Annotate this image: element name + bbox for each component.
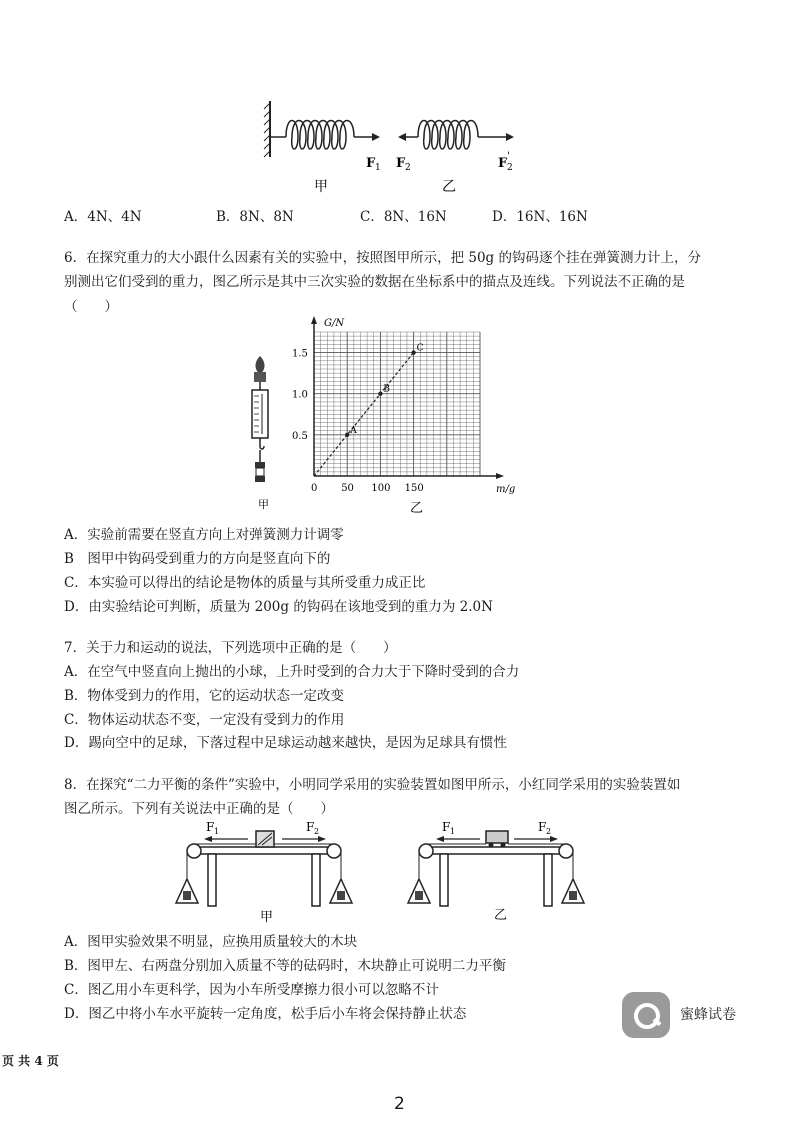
data-point-label: C xyxy=(416,343,424,354)
q5-option-a[interactable]: A．4N、4N xyxy=(64,209,142,225)
spring-figure xyxy=(250,95,550,200)
q8-option-b[interactable]: B．图甲左、右两盘分别加入质量不等的砝码时，木块静止可说明二力平衡 xyxy=(64,958,506,974)
q6-option-a[interactable]: A．实验前需要在竖直方向上对弹簧测力计调零 xyxy=(64,527,344,543)
data-point-c xyxy=(411,350,415,354)
watermark-text: 蜜蜂试卷 xyxy=(680,1007,736,1023)
x-axis-label: m/g xyxy=(496,484,516,495)
x-tick-label: 50 xyxy=(341,483,354,494)
yi-f2-sub: 2 xyxy=(546,827,552,836)
q8-caption-yi: 乙 xyxy=(494,908,508,923)
q5-option-c[interactable]: C．8N、16N xyxy=(360,209,447,225)
q8-stem-line1: 8．在探究“二力平衡的条件”实验中，小明同学采用的实验装置如图甲所示，小红同学采用的实验装置如 xyxy=(64,777,681,793)
q8-option-c[interactable]: C．图乙用小车更科学，因为小车所受摩擦力很小可以忽略不计 xyxy=(64,982,439,998)
q6-option-b[interactable]: B 图甲中钩码受到重力的方向是竖直向下的 xyxy=(64,551,331,567)
chart-caption-yi: 乙 xyxy=(410,501,424,516)
q6-option-d[interactable]: D．由实验结论可判断，质量为 200g 的钩码在该地受到的重力为 2.0N xyxy=(64,599,493,615)
yi-f1-label: F xyxy=(442,820,451,834)
q8-stem-line2: 图乙所示。下列有关说法中正确的是（ ） xyxy=(64,801,334,817)
q7-stem: 7．关于力和运动的说法，下列选项中正确的是（ ） xyxy=(64,640,397,656)
jia-f1-sub: 1 xyxy=(214,827,220,836)
x-axis-arrow xyxy=(496,473,504,479)
caption-yi: 乙 xyxy=(442,179,456,195)
gravity-mass-chart xyxy=(290,312,530,522)
f2-prime-sup: ' xyxy=(507,151,510,162)
f2-prime-label: F xyxy=(498,156,508,171)
spring-scale-icon xyxy=(240,352,285,512)
jia-f1-label: F xyxy=(206,820,215,834)
jia-f2-sub: 2 xyxy=(314,827,320,836)
q6-option-c[interactable]: C．本实验可以得出的结论是物体的质量与其所受重力成正比 xyxy=(64,575,426,591)
x-tick-label: 0 xyxy=(311,483,318,494)
x-tick-label: 150 xyxy=(404,483,424,494)
jia-f2-label: F xyxy=(306,820,315,834)
chart-grid xyxy=(314,332,480,476)
q5-option-d[interactable]: D．16N、16N xyxy=(492,209,588,225)
balance-apparatus-jia xyxy=(170,815,360,927)
page-number: 2 xyxy=(394,1094,405,1114)
q7-option-b[interactable]: B．物体受到力的作用，它的运动状态一定改变 xyxy=(64,688,344,704)
f2-label: F xyxy=(396,156,406,171)
scale-caption-jia: 甲 xyxy=(258,498,269,511)
data-point-label: A xyxy=(350,425,357,436)
data-point-a xyxy=(345,433,349,437)
yi-f2-label: F xyxy=(538,820,547,834)
f2-sub: 2 xyxy=(405,163,411,173)
balance-apparatus-yi xyxy=(402,815,592,927)
f1-sub: 1 xyxy=(375,163,381,173)
f1-label: F xyxy=(366,156,376,171)
q6-answer-blank: （ ） xyxy=(64,299,118,315)
x-tick-label: 100 xyxy=(371,483,391,494)
q5-option-b[interactable]: B．8N、8N xyxy=(216,209,294,225)
y-axis-arrow xyxy=(311,316,317,324)
y-axis-label: G/N xyxy=(324,318,345,329)
y-tick-label: 0.5 xyxy=(292,430,308,442)
data-point-b xyxy=(378,392,382,396)
y-tick-label: 1.5 xyxy=(292,348,308,360)
q7-option-d[interactable]: D．踢向空中的足球，下落过程中足球运动越来越快，是因为足球具有惯性 xyxy=(64,735,507,751)
q8-option-a[interactable]: A．图甲实验效果不明显，应换用质量较大的木块 xyxy=(64,934,358,950)
data-point-label: B xyxy=(383,384,391,395)
q8-caption-jia: 甲 xyxy=(260,910,274,925)
watermark-logo xyxy=(622,992,670,1038)
q6-stem-line1: 6．在探究重力的大小跟什么因素有关的实验中，按照图甲所示，把 50g 的钩码逐个挂在弹簧测力计上，分 xyxy=(64,250,701,266)
f2-prime-sub: 2 xyxy=(507,163,513,173)
q7-option-c[interactable]: C．物体运动状态不变，一定没有受到力的作用 xyxy=(64,712,345,728)
y-tick-label: 1.0 xyxy=(292,389,308,401)
page-count: 页 共 4 页 xyxy=(2,1054,59,1068)
q7-option-a[interactable]: A．在空气中竖直向上抛出的小球，上升时受到的合力大于下降时受到的合力 xyxy=(64,664,520,680)
bee-logo-icon xyxy=(634,1003,660,1029)
q8-option-d[interactable]: D．图乙中将小车水平旋转一定角度，松手后小车将会保持静止状态 xyxy=(64,1006,467,1022)
q6-stem-line2: 别测出它们受到的重力，图乙所示是其中三次实验的数据在坐标系中的描点及连线。下列说法不正确的是 xyxy=(64,274,685,290)
caption-jia: 甲 xyxy=(314,179,328,195)
yi-f1-sub: 1 xyxy=(450,827,456,836)
